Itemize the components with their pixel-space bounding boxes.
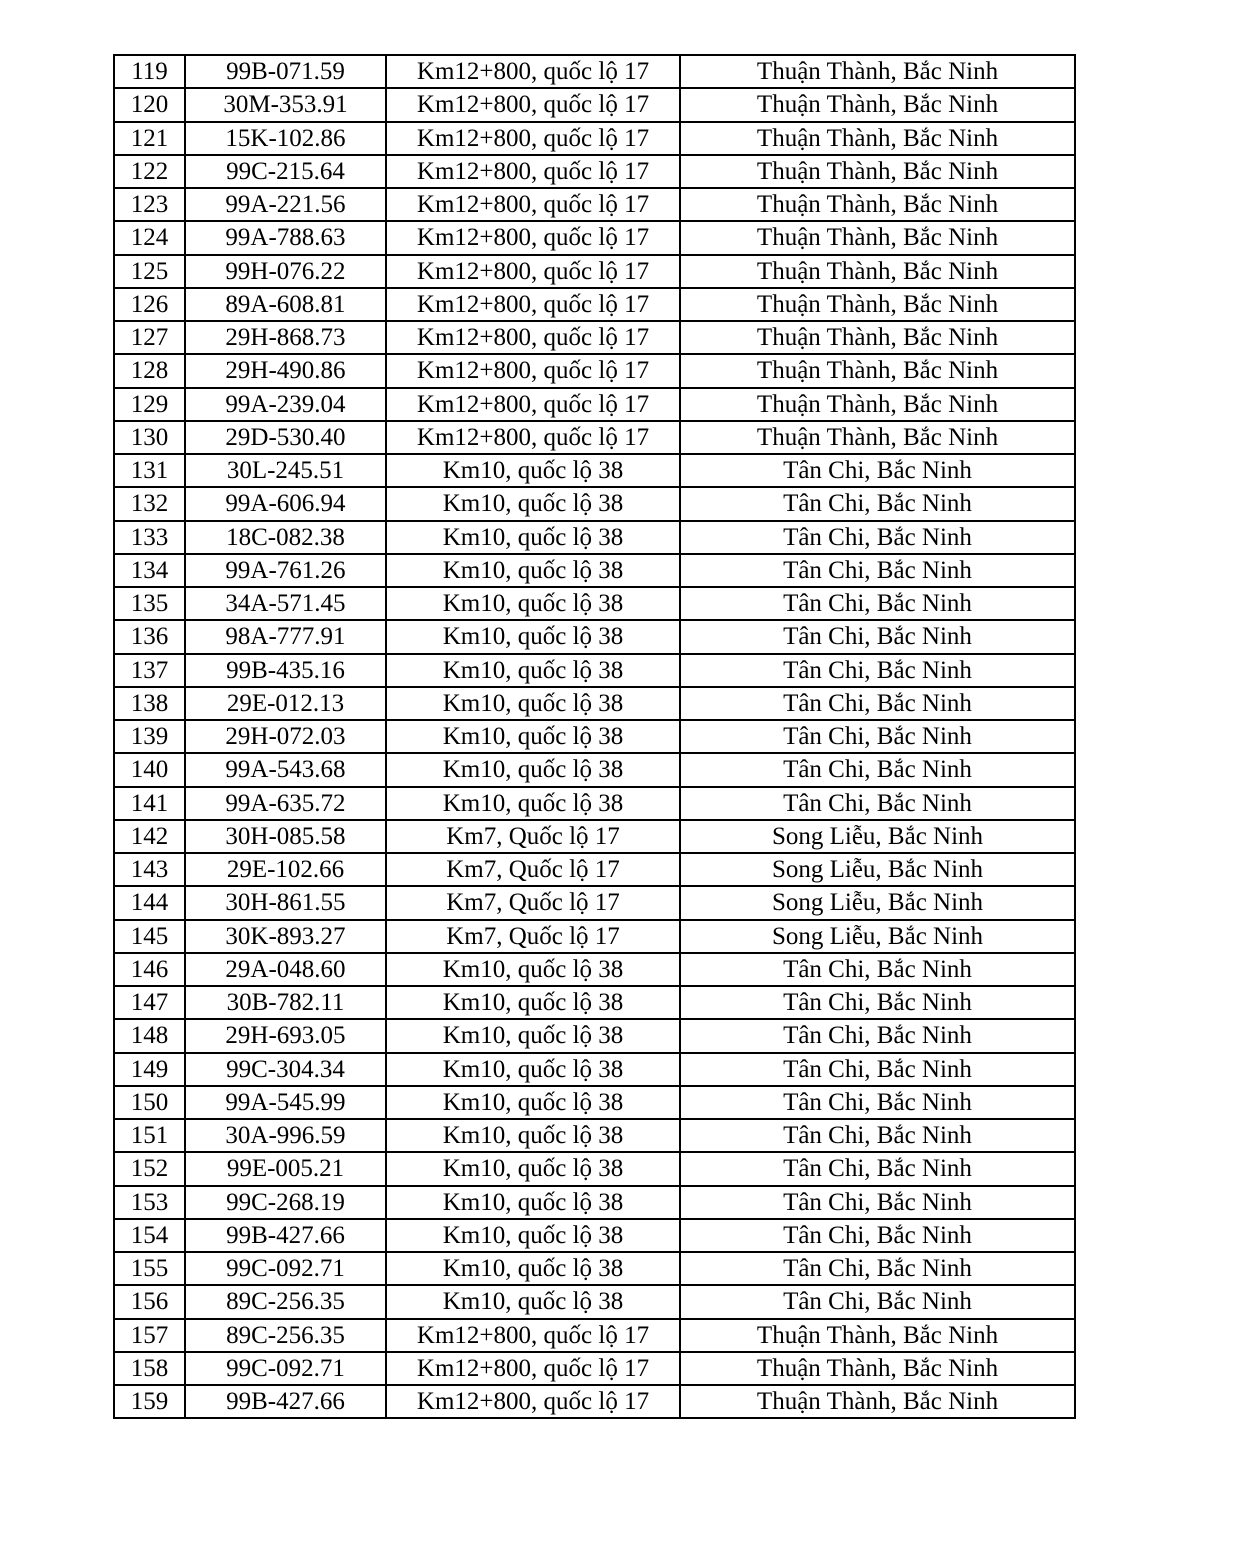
area-cell: Thuận Thành, Bắc Ninh <box>680 288 1075 321</box>
area-cell: Tân Chi, Bắc Ninh <box>680 1019 1075 1052</box>
area-cell: Tân Chi, Bắc Ninh <box>680 1285 1075 1318</box>
row-number-cell: 157 <box>114 1319 185 1352</box>
license-plate-cell: 99C-304.34 <box>185 1053 386 1086</box>
license-plate-cell: 99A-761.26 <box>185 554 386 587</box>
row-number-cell: 132 <box>114 487 185 520</box>
license-plate-cell: 99A-221.56 <box>185 188 386 221</box>
location-cell: Km10, quốc lộ 38 <box>386 720 680 753</box>
location-cell: Km10, quốc lộ 38 <box>386 620 680 653</box>
table-row <box>114 587 1075 620</box>
table-row <box>114 886 1075 919</box>
license-plate-cell: 29H-490.86 <box>185 354 386 387</box>
location-cell: Km10, quốc lộ 38 <box>386 654 680 687</box>
row-number-cell: 151 <box>114 1119 185 1152</box>
table-row <box>114 321 1075 354</box>
row-number-cell: 131 <box>114 454 185 487</box>
area-cell: Tân Chi, Bắc Ninh <box>680 487 1075 520</box>
area-cell: Song Liễu, Bắc Ninh <box>680 820 1075 853</box>
location-cell: Km10, quốc lộ 38 <box>386 1119 680 1152</box>
license-plate-cell: 98A-777.91 <box>185 620 386 653</box>
row-number-cell: 153 <box>114 1186 185 1219</box>
area-cell: Tân Chi, Bắc Ninh <box>680 687 1075 720</box>
table-row <box>114 155 1075 188</box>
row-number-cell: 143 <box>114 853 185 886</box>
area-cell: Tân Chi, Bắc Ninh <box>680 986 1075 1019</box>
area-cell: Thuận Thành, Bắc Ninh <box>680 188 1075 221</box>
location-cell: Km10, quốc lộ 38 <box>386 1252 680 1285</box>
row-number-cell: 134 <box>114 554 185 587</box>
location-cell: Km10, quốc lộ 38 <box>386 1053 680 1086</box>
area-cell: Tân Chi, Bắc Ninh <box>680 1186 1075 1219</box>
license-plate-cell: 99B-071.59 <box>185 55 386 88</box>
location-cell: Km10, quốc lộ 38 <box>386 1086 680 1119</box>
row-number-cell: 150 <box>114 1086 185 1119</box>
location-cell: Km12+800, quốc lộ 17 <box>386 421 680 454</box>
table-row <box>114 687 1075 720</box>
table-row <box>114 1252 1075 1285</box>
table-row <box>114 953 1075 986</box>
row-number-cell: 121 <box>114 122 185 155</box>
row-number-cell: 125 <box>114 255 185 288</box>
table-row <box>114 188 1075 221</box>
license-plate-cell: 34A-571.45 <box>185 587 386 620</box>
license-plate-cell: 29H-868.73 <box>185 321 386 354</box>
license-plate-cell: 30H-085.58 <box>185 820 386 853</box>
table-row <box>114 620 1075 653</box>
row-number-cell: 129 <box>114 388 185 421</box>
location-cell: Km7, Quốc lộ 17 <box>386 820 680 853</box>
area-cell: Thuận Thành, Bắc Ninh <box>680 354 1075 387</box>
location-cell: Km10, quốc lộ 38 <box>386 521 680 554</box>
row-number-cell: 158 <box>114 1352 185 1385</box>
table-row <box>114 288 1075 321</box>
license-plate-cell: 99A-635.72 <box>185 787 386 820</box>
area-cell: Song Liễu, Bắc Ninh <box>680 920 1075 953</box>
area-cell: Tân Chi, Bắc Ninh <box>680 1152 1075 1185</box>
table-row <box>114 654 1075 687</box>
license-plate-cell: 99A-543.68 <box>185 753 386 786</box>
location-cell: Km12+800, quốc lộ 17 <box>386 388 680 421</box>
row-number-cell: 142 <box>114 820 185 853</box>
location-cell: Km12+800, quốc lộ 17 <box>386 255 680 288</box>
license-plate-cell: 99C-215.64 <box>185 155 386 188</box>
violations-table <box>113 54 1076 1419</box>
area-cell: Tân Chi, Bắc Ninh <box>680 1053 1075 1086</box>
area-cell: Tân Chi, Bắc Ninh <box>680 554 1075 587</box>
row-number-cell: 140 <box>114 753 185 786</box>
table-row <box>114 421 1075 454</box>
area-cell: Thuận Thành, Bắc Ninh <box>680 55 1075 88</box>
location-cell: Km12+800, quốc lộ 17 <box>386 88 680 121</box>
row-number-cell: 128 <box>114 354 185 387</box>
location-cell: Km10, quốc lộ 38 <box>386 1186 680 1219</box>
license-plate-cell: 29D-530.40 <box>185 421 386 454</box>
row-number-cell: 133 <box>114 521 185 554</box>
location-cell: Km12+800, quốc lộ 17 <box>386 288 680 321</box>
license-plate-cell: 18C-082.38 <box>185 521 386 554</box>
area-cell: Tân Chi, Bắc Ninh <box>680 953 1075 986</box>
location-cell: Km12+800, quốc lộ 17 <box>386 1352 680 1385</box>
row-number-cell: 137 <box>114 654 185 687</box>
row-number-cell: 152 <box>114 1152 185 1185</box>
table-row <box>114 1186 1075 1219</box>
table-row <box>114 1219 1075 1252</box>
table-row <box>114 88 1075 121</box>
license-plate-cell: 99A-239.04 <box>185 388 386 421</box>
row-number-cell: 127 <box>114 321 185 354</box>
license-plate-cell: 99B-427.66 <box>185 1219 386 1252</box>
area-cell: Song Liễu, Bắc Ninh <box>680 886 1075 919</box>
row-number-cell: 122 <box>114 155 185 188</box>
location-cell: Km10, quốc lộ 38 <box>386 687 680 720</box>
table-row <box>114 255 1075 288</box>
area-cell: Tân Chi, Bắc Ninh <box>680 1252 1075 1285</box>
table-row <box>114 986 1075 1019</box>
license-plate-cell: 29H-693.05 <box>185 1019 386 1052</box>
area-cell: Tân Chi, Bắc Ninh <box>680 753 1075 786</box>
row-number-cell: 119 <box>114 55 185 88</box>
location-cell: Km7, Quốc lộ 17 <box>386 920 680 953</box>
license-plate-cell: 15K-102.86 <box>185 122 386 155</box>
table-row <box>114 1152 1075 1185</box>
license-plate-cell: 99A-788.63 <box>185 221 386 254</box>
table-row <box>114 454 1075 487</box>
table-body <box>114 55 1075 1418</box>
location-cell: Km10, quốc lộ 38 <box>386 1285 680 1318</box>
license-plate-cell: 99C-268.19 <box>185 1186 386 1219</box>
table-row <box>114 1019 1075 1052</box>
table-row <box>114 1352 1075 1385</box>
license-plate-cell: 89A-608.81 <box>185 288 386 321</box>
location-cell: Km10, quốc lộ 38 <box>386 487 680 520</box>
table-row <box>114 920 1075 953</box>
table-row <box>114 354 1075 387</box>
license-plate-cell: 89C-256.35 <box>185 1319 386 1352</box>
row-number-cell: 139 <box>114 720 185 753</box>
area-cell: Song Liễu, Bắc Ninh <box>680 853 1075 886</box>
license-plate-cell: 99C-092.71 <box>185 1252 386 1285</box>
area-cell: Thuận Thành, Bắc Ninh <box>680 321 1075 354</box>
license-plate-cell: 99B-435.16 <box>185 654 386 687</box>
area-cell: Tân Chi, Bắc Ninh <box>680 720 1075 753</box>
row-number-cell: 149 <box>114 1053 185 1086</box>
table-row <box>114 554 1075 587</box>
row-number-cell: 136 <box>114 620 185 653</box>
table-row <box>114 1086 1075 1119</box>
row-number-cell: 147 <box>114 986 185 1019</box>
row-number-cell: 159 <box>114 1385 185 1418</box>
location-cell: Km10, quốc lộ 38 <box>386 554 680 587</box>
table-row <box>114 853 1075 886</box>
row-number-cell: 124 <box>114 221 185 254</box>
license-plate-cell: 30L-245.51 <box>185 454 386 487</box>
area-cell: Tân Chi, Bắc Ninh <box>680 620 1075 653</box>
area-cell: Tân Chi, Bắc Ninh <box>680 1219 1075 1252</box>
license-plate-cell: 99A-545.99 <box>185 1086 386 1119</box>
area-cell: Tân Chi, Bắc Ninh <box>680 787 1075 820</box>
location-cell: Km10, quốc lộ 38 <box>386 1219 680 1252</box>
table-row <box>114 1319 1075 1352</box>
area-cell: Thuận Thành, Bắc Ninh <box>680 255 1075 288</box>
row-number-cell: 145 <box>114 920 185 953</box>
row-number-cell: 154 <box>114 1219 185 1252</box>
row-number-cell: 123 <box>114 188 185 221</box>
area-cell: Thuận Thành, Bắc Ninh <box>680 388 1075 421</box>
license-plate-cell: 29H-072.03 <box>185 720 386 753</box>
license-plate-cell: 30K-893.27 <box>185 920 386 953</box>
table-row <box>114 122 1075 155</box>
table-row <box>114 1119 1075 1152</box>
area-cell: Thuận Thành, Bắc Ninh <box>680 421 1075 454</box>
location-cell: Km10, quốc lộ 38 <box>386 753 680 786</box>
location-cell: Km10, quốc lộ 38 <box>386 1019 680 1052</box>
location-cell: Km12+800, quốc lộ 17 <box>386 1319 680 1352</box>
location-cell: Km10, quốc lộ 38 <box>386 454 680 487</box>
table-row <box>114 753 1075 786</box>
location-cell: Km10, quốc lộ 38 <box>386 986 680 1019</box>
table-row <box>114 521 1075 554</box>
location-cell: Km12+800, quốc lộ 17 <box>386 321 680 354</box>
location-cell: Km12+800, quốc lộ 17 <box>386 155 680 188</box>
area-cell: Thuận Thành, Bắc Ninh <box>680 122 1075 155</box>
location-cell: Km10, quốc lộ 38 <box>386 953 680 986</box>
location-cell: Km12+800, quốc lộ 17 <box>386 188 680 221</box>
row-number-cell: 146 <box>114 953 185 986</box>
license-plate-cell: 99C-092.71 <box>185 1352 386 1385</box>
license-plate-cell: 30B-782.11 <box>185 986 386 1019</box>
license-plate-cell: 29E-102.66 <box>185 853 386 886</box>
location-cell: Km10, quốc lộ 38 <box>386 1152 680 1185</box>
license-plate-cell: 29E-012.13 <box>185 687 386 720</box>
area-cell: Tân Chi, Bắc Ninh <box>680 587 1075 620</box>
license-plate-cell: 99H-076.22 <box>185 255 386 288</box>
license-plate-cell: 30M-353.91 <box>185 88 386 121</box>
license-plate-cell: 99E-005.21 <box>185 1152 386 1185</box>
row-number-cell: 120 <box>114 88 185 121</box>
table-row <box>114 388 1075 421</box>
license-plate-cell: 29A-048.60 <box>185 953 386 986</box>
area-cell: Thuận Thành, Bắc Ninh <box>680 1385 1075 1418</box>
location-cell: Km12+800, quốc lộ 17 <box>386 354 680 387</box>
license-plate-cell: 30H-861.55 <box>185 886 386 919</box>
table-row <box>114 221 1075 254</box>
table-row <box>114 487 1075 520</box>
area-cell: Thuận Thành, Bắc Ninh <box>680 88 1075 121</box>
area-cell: Thuận Thành, Bắc Ninh <box>680 155 1075 188</box>
row-number-cell: 148 <box>114 1019 185 1052</box>
table-row <box>114 820 1075 853</box>
license-plate-cell: 89C-256.35 <box>185 1285 386 1318</box>
location-cell: Km10, quốc lộ 38 <box>386 587 680 620</box>
table-row <box>114 1285 1075 1318</box>
license-plate-cell: 30A-996.59 <box>185 1119 386 1152</box>
row-number-cell: 130 <box>114 421 185 454</box>
table-row <box>114 55 1075 88</box>
area-cell: Tân Chi, Bắc Ninh <box>680 521 1075 554</box>
table-row <box>114 1385 1075 1418</box>
area-cell: Thuận Thành, Bắc Ninh <box>680 221 1075 254</box>
location-cell: Km12+800, quốc lộ 17 <box>386 55 680 88</box>
row-number-cell: 138 <box>114 687 185 720</box>
license-plate-cell: 99A-606.94 <box>185 487 386 520</box>
area-cell: Tân Chi, Bắc Ninh <box>680 1086 1075 1119</box>
row-number-cell: 156 <box>114 1285 185 1318</box>
row-number-cell: 155 <box>114 1252 185 1285</box>
location-cell: Km10, quốc lộ 38 <box>386 787 680 820</box>
location-cell: Km12+800, quốc lộ 17 <box>386 122 680 155</box>
location-cell: Km7, Quốc lộ 17 <box>386 886 680 919</box>
area-cell: Tân Chi, Bắc Ninh <box>680 1119 1075 1152</box>
area-cell: Tân Chi, Bắc Ninh <box>680 454 1075 487</box>
area-cell: Thuận Thành, Bắc Ninh <box>680 1352 1075 1385</box>
table-row <box>114 787 1075 820</box>
row-number-cell: 141 <box>114 787 185 820</box>
location-cell: Km7, Quốc lộ 17 <box>386 853 680 886</box>
table-row <box>114 1053 1075 1086</box>
area-cell: Thuận Thành, Bắc Ninh <box>680 1319 1075 1352</box>
row-number-cell: 126 <box>114 288 185 321</box>
location-cell: Km12+800, quốc lộ 17 <box>386 1385 680 1418</box>
location-cell: Km12+800, quốc lộ 17 <box>386 221 680 254</box>
license-plate-cell: 99B-427.66 <box>185 1385 386 1418</box>
table-row <box>114 720 1075 753</box>
row-number-cell: 144 <box>114 886 185 919</box>
row-number-cell: 135 <box>114 587 185 620</box>
area-cell: Tân Chi, Bắc Ninh <box>680 654 1075 687</box>
